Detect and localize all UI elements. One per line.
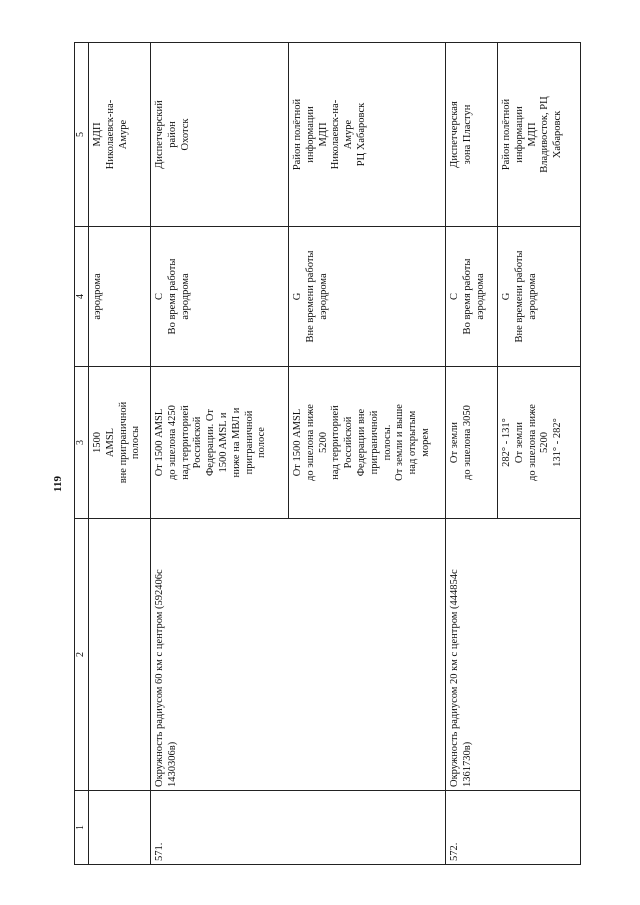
cell-line: Николаевск-на- <box>330 99 342 170</box>
limits-cell <box>446 367 498 519</box>
cell-line: AMSL <box>104 427 116 458</box>
cell-line: От земли <box>513 421 525 464</box>
cell-line: полосы <box>130 425 142 460</box>
cell-line: аэродрома <box>317 273 329 320</box>
cell-line: 282° - 131° <box>501 418 512 467</box>
cell-line: РЦ Хабаровск <box>355 102 367 167</box>
cell-line: аэродрома <box>179 273 191 320</box>
cell-line: От земли и выше <box>394 404 406 481</box>
cell-line: От земли <box>449 421 460 464</box>
class-cell <box>446 227 498 367</box>
cell-line: 1500 <box>92 432 103 453</box>
cell-line: Во время работы <box>166 258 178 335</box>
cell-line: Федерации. От <box>205 409 217 477</box>
cell-line: полосы. <box>381 424 393 461</box>
cell-line: информации <box>513 106 525 163</box>
airspace-table-container <box>74 43 580 865</box>
cell-line: полосе <box>256 427 268 458</box>
cell-line: МДП <box>92 122 103 147</box>
limits-cell <box>151 367 289 519</box>
cell-line: С <box>449 293 460 301</box>
cell-line: Владивосток, РЦ <box>539 96 551 173</box>
cell-line: Российской <box>192 416 204 469</box>
cell-line: Диспетчерская <box>449 101 460 168</box>
cell-line: приграничной <box>243 410 255 475</box>
limits-cell <box>289 367 446 519</box>
class-cell <box>89 227 151 367</box>
class-cell <box>289 227 446 367</box>
cell-line: 5200 <box>539 432 551 453</box>
header-col-3: 3 <box>75 367 89 519</box>
zone-description: Окружность радиусом 60 км с центром (592406с 1430306в) <box>151 519 446 791</box>
zone-description: Окружность радиусом 20 км с центром (444854с 1361730в) <box>446 519 581 791</box>
cell-line: приграничной <box>368 410 380 475</box>
cell-line: От 1500 AMSL <box>292 408 303 477</box>
cell-line: Российской <box>343 416 355 469</box>
cell-line: Николаевск-на- <box>104 99 116 170</box>
cell-line: до эшелона 3050 <box>461 405 473 480</box>
cell-line: МДП <box>317 122 329 147</box>
cell-line: аэродрома <box>92 273 103 320</box>
cell-line: зона Пластун <box>461 104 473 165</box>
cell-line: Федерации вне <box>355 408 367 477</box>
cell-line: до эшелона ниже <box>526 404 538 481</box>
table-row <box>446 43 498 865</box>
cell-line: до эшелона ниже <box>304 404 316 481</box>
page-number: 119 <box>51 476 64 492</box>
cell-line: аэродрома <box>526 273 538 320</box>
cell-line: Во время работы <box>461 258 473 335</box>
cell-line: морем <box>419 428 431 457</box>
airspace-table <box>74 42 581 865</box>
unit-cell <box>151 43 289 227</box>
cell-line: над открытым <box>407 410 419 475</box>
header-row <box>75 43 89 865</box>
class-cell <box>498 227 581 367</box>
cell-line: информации <box>304 106 316 163</box>
cell-line: С <box>154 293 165 301</box>
table-row <box>151 43 289 865</box>
header-col-5: 5 <box>75 43 89 227</box>
cell-line: 131° - 282° <box>552 418 564 467</box>
cell-line: над территорией <box>179 405 191 480</box>
cell-line: G <box>501 292 512 301</box>
unit-cell <box>289 43 446 227</box>
cell-line: Амуре <box>343 119 355 150</box>
cell-line: аэродрома <box>474 273 486 320</box>
row-number: 572. <box>446 791 581 865</box>
limits-cell <box>89 367 151 519</box>
zone-description <box>89 519 151 791</box>
cell-line: МДП <box>526 122 538 147</box>
row-number <box>89 791 151 865</box>
cell-line: Хабаровск <box>552 110 564 159</box>
cell-line: Район полётной <box>292 98 303 171</box>
cell-line: Охотск <box>179 118 191 151</box>
cell-line: до эшелона 4250 <box>166 405 178 480</box>
cell-line: G <box>292 292 303 301</box>
header-col-4: 4 <box>75 227 89 367</box>
cell-line: над территорией <box>330 405 342 480</box>
cell-line: Диспетчерский <box>154 100 165 169</box>
header-col-2: 2 <box>75 519 89 791</box>
cell-line: Амуре <box>117 119 129 150</box>
cell-line: район <box>166 121 178 148</box>
cell-line: Район полётной <box>501 98 512 171</box>
cell-line: 1500 AMSL и <box>217 412 229 473</box>
cell-line: 5200 <box>317 432 329 453</box>
row-number: 571. <box>151 791 446 865</box>
header-col-1: 1 <box>75 791 89 865</box>
limits-cell <box>498 367 581 519</box>
cell-line: ниже на МВЛ и <box>230 407 242 478</box>
class-cell <box>151 227 289 367</box>
unit-cell <box>498 43 581 227</box>
cell-line: Вне времени работы <box>304 250 316 343</box>
cell-line: От 1500 AMSL <box>154 408 165 477</box>
cell-line: Вне времени работы <box>513 250 525 343</box>
unit-cell <box>446 43 498 227</box>
unit-cell <box>89 43 151 227</box>
cell-line: вне приграничной <box>117 401 129 484</box>
table-row <box>89 43 151 865</box>
